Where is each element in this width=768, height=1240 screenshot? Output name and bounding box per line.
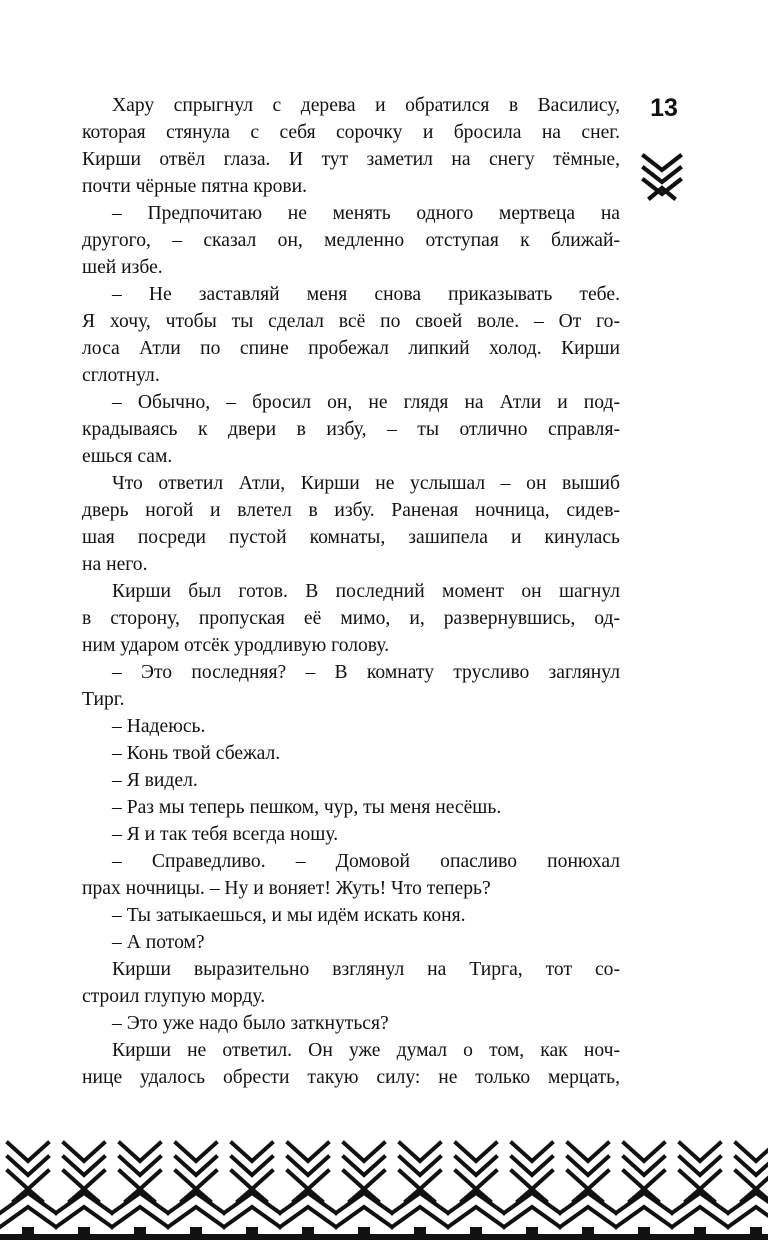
text-line: ним ударом отсёк уродливую голову. <box>82 635 390 656</box>
text-line: – Конь твой сбежал. <box>112 743 281 764</box>
text-line: Что ответил Атли, Кирши не услышал – он вышиб <box>112 473 620 494</box>
text-line: в сторону, пропуская её мимо, и, развернувшись, од- <box>82 608 620 629</box>
text-line: – А потом? <box>112 932 205 953</box>
text-line: Я хочу, чтобы ты сделал всё по своей воле. – От го- <box>82 311 620 332</box>
page-number: 13 <box>650 94 678 122</box>
text-line: Кирши был готов. В последний момент он шагнул <box>112 581 620 602</box>
text-line: – Это уже надо было заткнуться? <box>112 1013 389 1034</box>
text-line: Кирши не ответил. Он уже думал о том, как ноч- <box>112 1040 620 1061</box>
text-line: – Не заставляй меня снова приказывать тебе. <box>112 284 620 305</box>
text-line: которая стянула с себя сорочку и бросила на снег. <box>82 122 620 143</box>
border-ornament-icon <box>0 1133 768 1240</box>
text-line: – Ты затыкаешься, и мы идём искать коня. <box>112 905 466 926</box>
text-line: – Это последняя? – В комнату трусливо заглянул <box>112 662 620 683</box>
text-line: лоса Атли по спине пробежал липкий холод. Кирши <box>82 338 620 359</box>
text-line: – Я видел. <box>112 770 198 791</box>
text-line: – Надеюсь. <box>112 716 206 737</box>
text-line: Кирши выразительно взглянул на Тирга, тот со- <box>112 959 620 980</box>
text-line: нице удалось обрести такую силу: не только мерцать, <box>82 1067 620 1088</box>
body-text <box>82 92 620 1091</box>
text-line: – Предпочитаю не менять одного мертвеца на <box>112 203 620 224</box>
ornament-icon <box>640 152 684 204</box>
text-line: Тирг. <box>82 689 125 710</box>
text-line: ешься сам. <box>82 446 173 467</box>
text-line: на него. <box>82 554 148 575</box>
text-line: – Я и так тебя всегда ношу. <box>112 824 339 845</box>
text-line: другого, – сказал он, медленно отступая к ближай- <box>82 230 620 251</box>
text-line: – Обычно, – бросил он, не глядя на Атли и под- <box>112 392 620 413</box>
text-line: прах ночницы. – Ну и воняет! Жуть! Что теперь? <box>82 878 491 899</box>
text-line: – Справедливо. – Домовой опасливо понюхал <box>112 851 620 872</box>
text-line: строил глупую морду. <box>82 986 266 1007</box>
text-line: Кирши отвёл глаза. И тут заметил на снегу тёмные, <box>82 149 620 170</box>
text-line: почти чёрные пятна крови. <box>82 176 308 197</box>
text-line: сглотнул. <box>82 365 160 386</box>
text-line: – Раз мы теперь пешком, чур, ты меня несёшь. <box>112 797 502 818</box>
text-line: дверь ногой и влетел в избу. Раненая ночница, сидев- <box>82 500 620 521</box>
text-line: Хару спрыгнул с дерева и обратился в Василису, <box>112 95 620 116</box>
text-line: шая посреди пустой комнаты, зашипела и кинулась <box>82 527 620 548</box>
text-line: шей избе. <box>82 257 163 278</box>
text-line: крадываясь к двери в избу, – ты отлично справля- <box>82 419 620 440</box>
